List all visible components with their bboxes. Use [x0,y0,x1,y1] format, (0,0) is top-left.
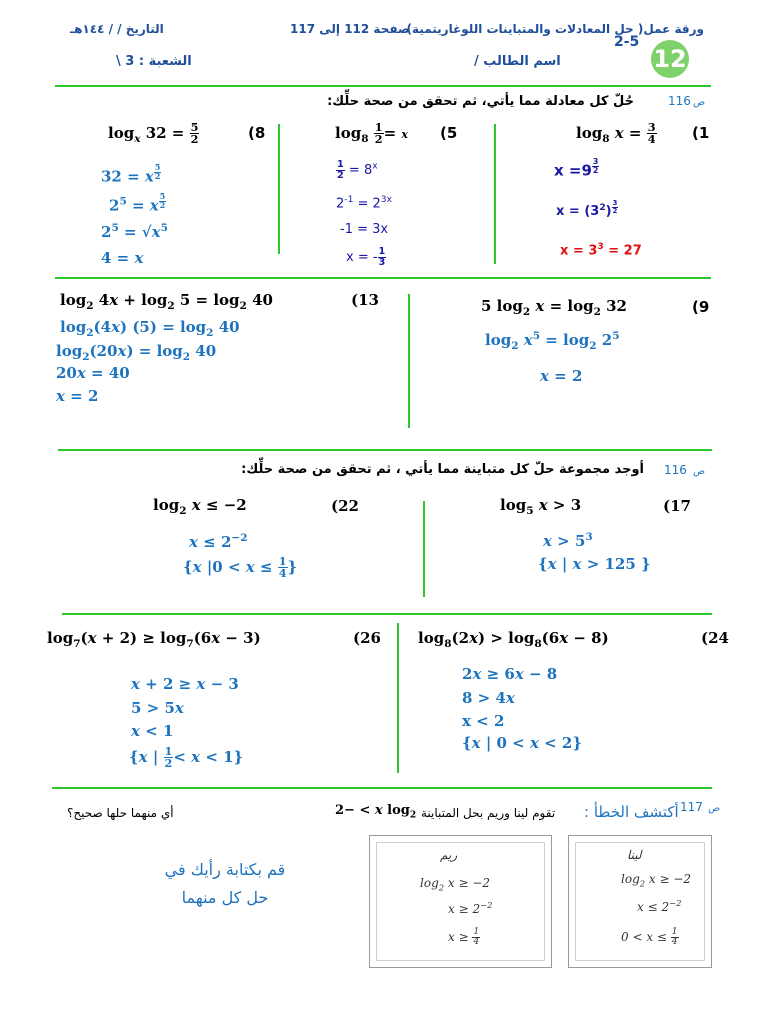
problem-24-step-3: x < 2 [462,712,505,730]
problem-1-step-2: $x = (3^2)$ $^{\frac{3}{2}}$ [556,199,618,220]
problem-8-equation: $\log_x 32$ = $\frac{5}{2}$ [108,120,199,147]
problem-9-number: (9 [692,298,710,316]
divider-5 [52,787,712,789]
problem-17-equation: $\log_5 x > 3$ [500,496,582,517]
problem-22-equation: $\log_2 x \le -2$ [153,496,247,517]
reem-name: ريم [440,848,458,862]
reem-step-1: $\log_2 x \ge -2$ [420,876,491,893]
divider-v-3 [408,294,410,428]
lina-name: لينا [627,848,642,862]
problem-5-step-2: $2^{-1} = 2^{3x}$ [336,195,392,212]
problem-17-answer: {x | x > 125 } [538,555,651,573]
date-field: التاريخ / / ١٤٤هـ [70,22,164,36]
problem-24-answer: {x | 0 < x < 2} [462,734,583,752]
page-ref-number-2: 116 [664,463,687,477]
problem-17-number: (17 [663,497,691,515]
problem-8-answer: 4 = x [101,249,144,267]
problem-26-number: (26 [353,629,381,647]
problem-5-step-3: -1 = 3x [340,222,389,237]
problem-24-equation: $\log_8(2x) > \log_8(6x - 8)$ [418,629,609,650]
page-ref-number-3: 117 [680,800,703,814]
problem-17-step-1: $x > 5^3$ [543,531,593,550]
divider-2 [55,277,711,279]
problem-8-step-3: $2^5 = √x^5$ [101,222,168,241]
problem-9-equation: 5 $\log_2 x = \log_2 32$ [481,297,627,318]
opinion-text-line-1: قم بكتابة رأيك في [164,860,286,879]
problem-24-step-2: 8 > 4x [462,689,515,707]
problem-24-step-1: 2x ≥ 6x − 8 [462,665,558,683]
problem-26-step-3: x < 1 [131,722,174,740]
problem-8-step-2: $2^5 = x$ $^{\frac{5}{2}}$ [109,192,166,215]
lina-step-2: $x \le 2^{-2}$ [637,898,682,914]
problem-1-number: (1 [692,124,710,142]
page-ref-number: 116 [668,94,691,108]
divider-v-4 [423,501,425,597]
problem-24-number: (24 [701,629,729,647]
section-field: الشعبة : 3 \ [116,54,192,69]
problem-8-step-1: 32 = x $^{\frac{5}{2}}$ [101,163,161,186]
page-ref-label-2: ص [693,466,706,477]
problem-22-answer: {x |0 < x ≤ $\frac{1}{4}$ } [183,554,298,581]
problem-5-equation: $\log_8$ $\frac{1}{2}$ = x [335,120,408,147]
section1-instruction: حُلّ كل معادلة مما يأتي، ثم تحقق من صحة حلِّك: [327,94,634,109]
error-question: أي منهما حلها صحيح؟ [67,806,174,820]
divider-4 [62,613,712,615]
problem-5-number: (5 [440,124,458,142]
problem-9-answer: x = 2 [540,367,583,385]
problem-13-equation: $\log_2 4x + \log_2 5 = \log_2 40$ [60,291,273,312]
lina-step-3: 0 < x ≤ $\frac{1}{4}$ [621,927,678,947]
problem-5-step-1: $\frac{1}{2}$ = $8^x$ [337,159,378,181]
problem-1-answer: $x = 3^3 = 27$ [560,242,642,259]
problem-13-step-2: $\log_2(20x) = \log_2 40$ [56,342,217,363]
problem-26-equation: $\log_7(x + 2) \ge \log_7(6x - 3)$ [47,629,261,650]
problem-22-number: (22 [331,497,359,515]
problem-22-step-1: $x \le 2^{-2}$ [189,532,248,551]
lesson-number: 2-5 [614,34,640,50]
section2-instruction: أوجد مجموعة حلّ كل متباينة مما يأتي ، ثم تحقق من صحة حلِّك: [241,462,644,477]
worksheet-title: ورقة عمل( حل المعادلات والمتباينات اللوغاريتمية) [406,22,704,36]
problem-9-step-1: $\log_2 x^5 = \log_2 2^5$ [485,330,620,352]
error-intro-text: تقوم لينا وريم بحل المتباينة [421,806,556,820]
divider-v-1 [494,124,496,264]
problem-13-answer: x = 2 [56,387,99,405]
problem-8-number: (8 [248,124,266,142]
divider-v-2 [278,124,280,254]
page-ref-label-3: ص [708,803,721,814]
opinion-text-line-2: حل كل منهما [181,888,269,907]
problem-1-equation: $\log_8 x$ = $\frac{3}{4}$ [576,120,656,147]
divider-v-5 [397,623,399,773]
student-name-field: اسم الطالب / [474,54,561,69]
reem-step-2: $x \ge 2^{-2}$ [448,900,493,916]
divider-3 [58,449,712,451]
error-inequality: 2− < x $\log_2$ [335,803,417,821]
find-error-title: أكتشف الخطأ : [584,803,679,821]
divider-top [55,85,711,87]
problem-26-step-1: x + 2 ≥ x − 3 [131,675,239,693]
problem-5-answer: x = - $\frac{1}{3}$ [346,246,386,268]
problem-1-step-1: x =9 $^{\frac{3}{2}}$ [554,157,599,180]
worksheet-number-badge: 12 [651,40,689,78]
problem-26-step-2: 5 > 5x [131,699,184,717]
reem-step-3: x ≥ $\frac{1}{4}$ [448,927,480,947]
lina-step-1: $\log_2 x \ge -2$ [621,872,692,889]
problem-13-step-1: $\log_2(4x) (5) = \log_2 40$ [60,318,240,339]
page-ref-label: ص [693,97,706,108]
reem-solution-card [369,835,552,968]
problem-13-number: (13 [351,291,379,309]
problem-26-answer: {x | $\frac{1}{2}$ < x < 1} [129,744,244,771]
lina-solution-card [568,835,712,968]
page-range: صفحة 112 إلى 117 [290,22,410,36]
problem-13-step-3: 20x = 40 [56,364,130,382]
